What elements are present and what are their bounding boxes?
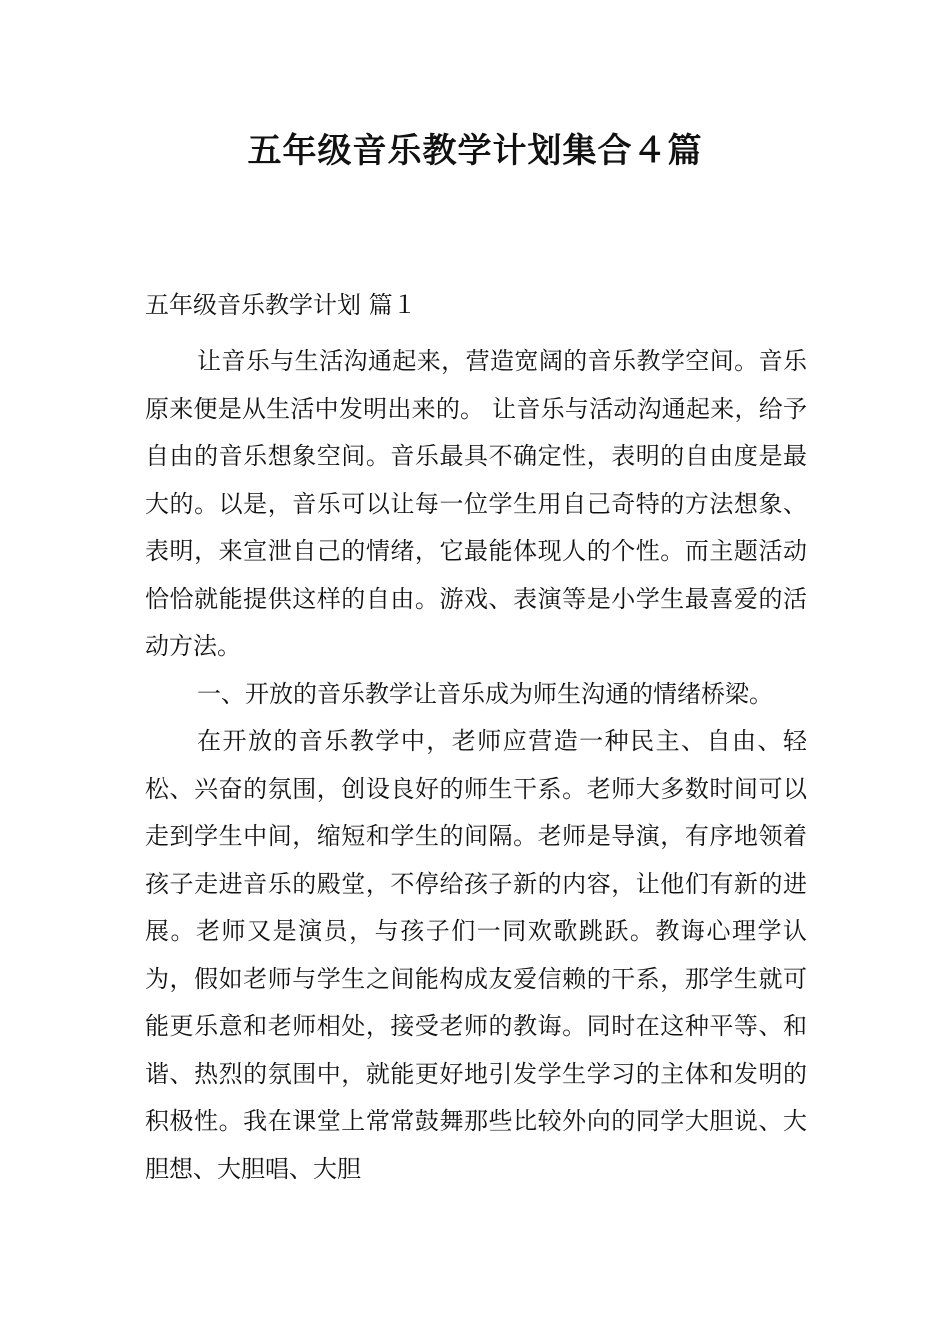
- section-heading: 五年级音乐教学计划 篇１: [145, 291, 417, 319]
- document-title: 五年级音乐教学计划集合４篇: [247, 131, 703, 171]
- paragraph-body: 在开放的音乐教学中，老师应营造一种民主、自由、轻松、兴奋的氛围，创设良好的师生干系。老师大多数时间可以走到学生中间，缩短和学生的间隔。老师是导演，有序地领着孩子走进音乐的殿堂，不停给孩子新的内容，让他们有新的进展。老师又是演员，与孩子们一同欢歌跳跃。教诲心理学认为，假如老师与学生之间能构成友爱信赖的干系，那学生就可能更乐意和老师相处，接受老师的教诲。同时在这种平等、和谐、热烈的氛围中，就能更好地引发学生学习的主体和发明的积极性。我在课堂上常常鼓舞那些比较外向的同学大胆说、大胆想、大胆唱、大胆: [145, 727, 807, 1183]
- paragraph-intro: 让音乐与生活沟通起来，营造宽阔的音乐教学空间。音乐原来便是从生活中发明出来的。 让音乐与活动沟通起来，给予自由的音乐想象空间。音乐最具不确定性，表明的自由度是最大的。以是，音乐可以让每一位学生用自己奇特的方法想象、表明，来宣泄自己的情绪，它最能体现人的个性。而主题活动恰恰就能提供这样的自由。游戏、表演等是小学生最喜爱的活动方法。: [145, 347, 807, 660]
- document-body: [145, 282, 807, 1193]
- paragraph-subheading: 一、开放的音乐教学让音乐成为师生沟通的情绪桥梁。: [197, 679, 773, 708]
